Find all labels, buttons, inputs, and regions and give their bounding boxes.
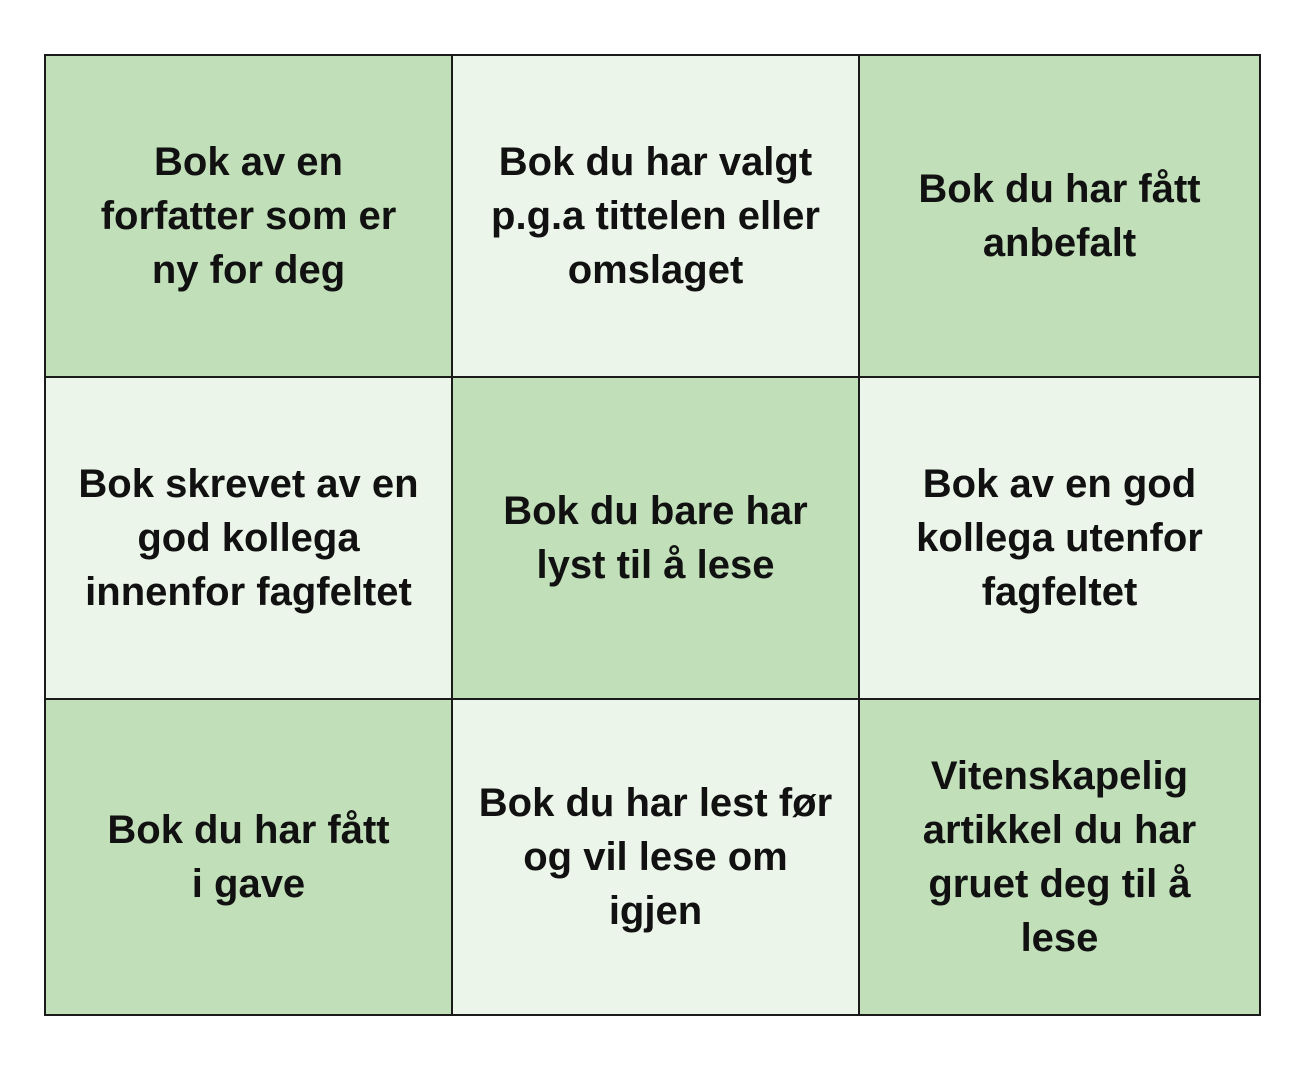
- bingo-cell-text: Bok du har fått i gave: [107, 808, 390, 906]
- bingo-cell-new-author[interactable]: [46, 56, 451, 376]
- bingo-cell-text: Bok du bare har lyst til å lese: [503, 489, 808, 587]
- bingo-cell-text: Bok av en god kollega utenfor fagfeltet: [916, 462, 1203, 614]
- bingo-cell-reread[interactable]: [453, 700, 858, 1014]
- bingo-cell-text: Bok av en forfatter som er ny for deg: [100, 140, 397, 292]
- bingo-cell-colleague-inside-field[interactable]: [46, 378, 451, 698]
- bingo-cell-text: Bok du har lest før og vil lese om igjen: [478, 781, 833, 933]
- bingo-cell-text: Vitenskapelig artikkel du har gruet deg til å lese: [922, 754, 1197, 960]
- bingo-cell-want-to-read[interactable]: [453, 378, 858, 698]
- bingo-cell-dreaded-article[interactable]: [860, 700, 1259, 1014]
- bingo-cell-text: Bok skrevet av en god kollega innenfor fagfeltet: [78, 462, 419, 614]
- bingo-cell-text: Bok du har valgt p.g.a tittelen eller omslaget: [491, 140, 820, 292]
- bingo-cell-text: Bok du har fått anbefalt: [918, 167, 1201, 265]
- bingo-cell-chosen-by-title-or-cover[interactable]: [453, 56, 858, 376]
- reading-bingo-board: [44, 54, 1261, 1016]
- bingo-cell-colleague-outside-field[interactable]: [860, 378, 1259, 698]
- bingo-cell-recommended[interactable]: [860, 56, 1259, 376]
- bingo-cell-gift[interactable]: [46, 700, 451, 1014]
